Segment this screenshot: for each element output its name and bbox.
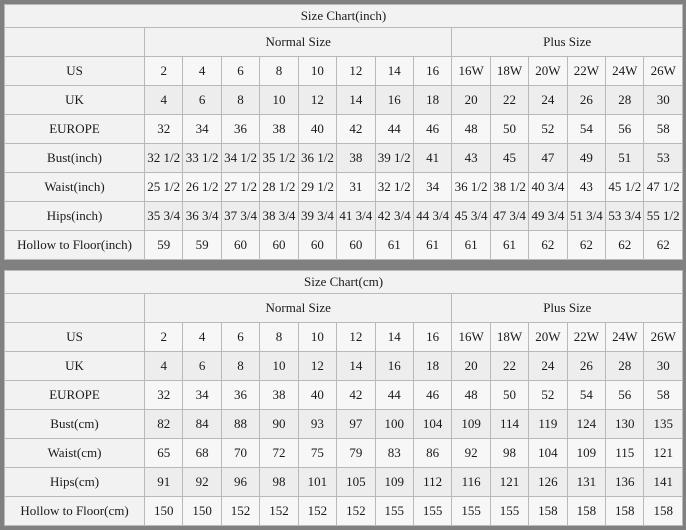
- corner-cell: [5, 294, 145, 323]
- table-cell: 53: [644, 144, 683, 173]
- table-cell: 86: [413, 439, 451, 468]
- table-cell: 34: [183, 381, 221, 410]
- table-cell: 22: [490, 352, 528, 381]
- table-cell: 116: [452, 468, 490, 497]
- table-cell: 90: [260, 410, 298, 439]
- table-cell: 26 1/2: [183, 173, 221, 202]
- row-label: US: [5, 57, 145, 86]
- table-cell: 61: [413, 231, 451, 260]
- table-cell: 40 3/4: [529, 173, 567, 202]
- table-row: [5, 115, 683, 144]
- table-cell: 16W: [452, 323, 490, 352]
- group-header-0: Normal Size: [145, 294, 452, 323]
- table-cell: 35 3/4: [145, 202, 183, 231]
- table-cell: 43: [567, 173, 605, 202]
- table-cell: 4: [145, 352, 183, 381]
- table-cell: 68: [183, 439, 221, 468]
- row-label: UK: [5, 352, 145, 381]
- table-cell: 37 3/4: [221, 202, 259, 231]
- table-row: [5, 173, 683, 202]
- row-label: Hips(cm): [5, 468, 145, 497]
- table-cell: 56: [606, 381, 644, 410]
- table-cell: 60: [221, 231, 259, 260]
- table-cell: 48: [452, 115, 490, 144]
- table-row: [5, 86, 683, 115]
- table-cell: 26: [567, 352, 605, 381]
- table-cell: 8: [260, 57, 298, 86]
- table-cell: 136: [606, 468, 644, 497]
- table-cell: 47 1/2: [644, 173, 683, 202]
- table-cell: 18W: [490, 323, 528, 352]
- table-cell: 54: [567, 115, 605, 144]
- table-cell: 105: [337, 468, 375, 497]
- size-table-inch: [4, 4, 683, 260]
- table-cell: 91: [145, 468, 183, 497]
- table-cell: 24: [529, 352, 567, 381]
- table-cell: 22W: [567, 57, 605, 86]
- table-cell: 124: [567, 410, 605, 439]
- table-cell: 35 1/2: [260, 144, 298, 173]
- table-cell: 104: [413, 410, 451, 439]
- table-cell: 6: [221, 323, 259, 352]
- table-cell: 45 1/2: [606, 173, 644, 202]
- table-cell: 16: [413, 323, 451, 352]
- table-cell: 92: [452, 439, 490, 468]
- table-cell: 84: [183, 410, 221, 439]
- table-cell: 42 3/4: [375, 202, 413, 231]
- row-label: Bust(cm): [5, 410, 145, 439]
- group-header-row: [5, 294, 683, 323]
- table-cell: 109: [375, 468, 413, 497]
- table-cell: 38 1/2: [490, 173, 528, 202]
- table-cell: 114: [490, 410, 528, 439]
- table-cell: 58: [644, 381, 683, 410]
- table-cell: 100: [375, 410, 413, 439]
- table-cell: 28: [606, 86, 644, 115]
- table-cell: 158: [606, 497, 644, 526]
- table-cell: 8: [221, 352, 259, 381]
- table-cell: 18: [413, 352, 451, 381]
- table-cell: 32 1/2: [145, 144, 183, 173]
- table-cell: 51 3/4: [567, 202, 605, 231]
- table-cell: 135: [644, 410, 683, 439]
- table-cell: 6: [221, 57, 259, 86]
- table-cell: 12: [337, 323, 375, 352]
- group-header-1: Plus Size: [452, 28, 683, 57]
- table-cell: 72: [260, 439, 298, 468]
- table-cell: 52: [529, 381, 567, 410]
- table-cell: 40: [298, 381, 336, 410]
- table-cell: 60: [260, 231, 298, 260]
- table-cell: 20W: [529, 323, 567, 352]
- table-cell: 83: [375, 439, 413, 468]
- table-cell: 61: [452, 231, 490, 260]
- table-cell: 44 3/4: [413, 202, 451, 231]
- table-cell: 39 3/4: [298, 202, 336, 231]
- table-row: [5, 323, 683, 352]
- table-cell: 25 1/2: [145, 173, 183, 202]
- table-cell: 14: [337, 352, 375, 381]
- table-cell: 24: [529, 86, 567, 115]
- group-header-1: Plus Size: [452, 294, 683, 323]
- table-cell: 8: [221, 86, 259, 115]
- table-cell: 30: [644, 352, 683, 381]
- table-cell: 150: [183, 497, 221, 526]
- table-cell: 30: [644, 86, 683, 115]
- table-cell: 20: [452, 352, 490, 381]
- table-cell: 109: [567, 439, 605, 468]
- table-cell: 16: [375, 86, 413, 115]
- table-cell: 38: [337, 144, 375, 173]
- table-cell: 79: [337, 439, 375, 468]
- table-cell: 121: [490, 468, 528, 497]
- table-cell: 56: [606, 115, 644, 144]
- row-label: Hollow to Floor(cm): [5, 497, 145, 526]
- table-cell: 47 3/4: [490, 202, 528, 231]
- table-cell: 8: [260, 323, 298, 352]
- table-cell: 92: [183, 468, 221, 497]
- table-cell: 115: [606, 439, 644, 468]
- table-cell: 4: [183, 57, 221, 86]
- row-label: EUROPE: [5, 381, 145, 410]
- group-header-row: [5, 28, 683, 57]
- table-cell: 16: [375, 352, 413, 381]
- table-cell: 36: [221, 115, 259, 144]
- size-chart-inch: [4, 4, 682, 260]
- table-cell: 18: [413, 86, 451, 115]
- table-cell: 2: [145, 57, 183, 86]
- row-label: Hips(inch): [5, 202, 145, 231]
- table-cell: 12: [298, 86, 336, 115]
- table-row: [5, 410, 683, 439]
- row-label: EUROPE: [5, 115, 145, 144]
- corner-cell: [5, 28, 145, 57]
- table-cell: 48: [452, 381, 490, 410]
- table-cell: 34 1/2: [221, 144, 259, 173]
- table-cell: 38 3/4: [260, 202, 298, 231]
- table-cell: 52: [529, 115, 567, 144]
- table-cell: 45: [490, 144, 528, 173]
- table-cell: 60: [337, 231, 375, 260]
- table-cell: 26: [567, 86, 605, 115]
- table-cell: 158: [644, 497, 683, 526]
- table-cell: 82: [145, 410, 183, 439]
- table-cell: 62: [529, 231, 567, 260]
- table-cell: 16: [413, 57, 451, 86]
- table-cell: 61: [375, 231, 413, 260]
- table-cell: 27 1/2: [221, 173, 259, 202]
- table-cell: 155: [413, 497, 451, 526]
- table-cell: 36 1/2: [452, 173, 490, 202]
- table-cell: 34: [183, 115, 221, 144]
- table-cell: 36: [221, 381, 259, 410]
- table-cell: 97: [337, 410, 375, 439]
- table-cell: 34: [413, 173, 451, 202]
- chart-title: Size Chart(inch): [5, 5, 683, 28]
- table-cell: 158: [567, 497, 605, 526]
- table-cell: 46: [413, 381, 451, 410]
- table-row: [5, 144, 683, 173]
- table-cell: 88: [221, 410, 259, 439]
- table-cell: 150: [145, 497, 183, 526]
- row-label: Hollow to Floor(inch): [5, 231, 145, 260]
- table-cell: 58: [644, 115, 683, 144]
- table-cell: 54: [567, 381, 605, 410]
- table-cell: 33 1/2: [183, 144, 221, 173]
- table-cell: 14: [375, 323, 413, 352]
- table-cell: 59: [145, 231, 183, 260]
- table-cell: 49 3/4: [529, 202, 567, 231]
- table-cell: 62: [644, 231, 683, 260]
- group-header-0: Normal Size: [145, 28, 452, 57]
- table-cell: 32: [145, 115, 183, 144]
- table-row: [5, 439, 683, 468]
- size-chart-cm: [4, 270, 682, 526]
- table-cell: 41 3/4: [337, 202, 375, 231]
- table-cell: 20W: [529, 57, 567, 86]
- table-cell: 36 1/2: [298, 144, 336, 173]
- table-cell: 28: [606, 352, 644, 381]
- table-cell: 44: [375, 115, 413, 144]
- table-cell: 22: [490, 86, 528, 115]
- table-cell: 112: [413, 468, 451, 497]
- table-cell: 130: [606, 410, 644, 439]
- table-cell: 46: [413, 115, 451, 144]
- table-cell: 75: [298, 439, 336, 468]
- table-cell: 93: [298, 410, 336, 439]
- table-cell: 26W: [644, 323, 683, 352]
- table-cell: 24W: [606, 57, 644, 86]
- row-label: US: [5, 323, 145, 352]
- table-cell: 119: [529, 410, 567, 439]
- table-cell: 20: [452, 86, 490, 115]
- title-row: [5, 271, 683, 294]
- table-cell: 10: [260, 86, 298, 115]
- table-cell: 152: [298, 497, 336, 526]
- table-cell: 38: [260, 115, 298, 144]
- table-cell: 62: [567, 231, 605, 260]
- table-cell: 38: [260, 381, 298, 410]
- table-cell: 4: [145, 86, 183, 115]
- table-cell: 43: [452, 144, 490, 173]
- chart-title: Size Chart(cm): [5, 271, 683, 294]
- table-cell: 155: [490, 497, 528, 526]
- title-row: [5, 5, 683, 28]
- table-cell: 42: [337, 115, 375, 144]
- table-cell: 155: [375, 497, 413, 526]
- table-cell: 6: [183, 352, 221, 381]
- table-cell: 65: [145, 439, 183, 468]
- table-cell: 39 1/2: [375, 144, 413, 173]
- table-cell: 42: [337, 381, 375, 410]
- table-cell: 44: [375, 381, 413, 410]
- table-cell: 10: [298, 57, 336, 86]
- table-cell: 152: [260, 497, 298, 526]
- table-cell: 152: [337, 497, 375, 526]
- table-cell: 2: [145, 323, 183, 352]
- table-cell: 61: [490, 231, 528, 260]
- size-table-cm: [4, 270, 683, 526]
- row-label: Waist(cm): [5, 439, 145, 468]
- table-row: [5, 352, 683, 381]
- table-row: [5, 57, 683, 86]
- table-cell: 14: [337, 86, 375, 115]
- table-cell: 121: [644, 439, 683, 468]
- table-cell: 12: [298, 352, 336, 381]
- table-cell: 59: [183, 231, 221, 260]
- table-cell: 10: [260, 352, 298, 381]
- table-cell: 16W: [452, 57, 490, 86]
- table-cell: 50: [490, 381, 528, 410]
- table-cell: 31: [337, 173, 375, 202]
- table-cell: 47: [529, 144, 567, 173]
- table-cell: 41: [413, 144, 451, 173]
- table-cell: 60: [298, 231, 336, 260]
- table-row: [5, 381, 683, 410]
- table-cell: 40: [298, 115, 336, 144]
- table-cell: 36 3/4: [183, 202, 221, 231]
- table-cell: 28 1/2: [260, 173, 298, 202]
- table-cell: 10: [298, 323, 336, 352]
- table-cell: 26W: [644, 57, 683, 86]
- row-label: Waist(inch): [5, 173, 145, 202]
- table-cell: 18W: [490, 57, 528, 86]
- table-cell: 4: [183, 323, 221, 352]
- table-cell: 6: [183, 86, 221, 115]
- table-row: [5, 497, 683, 526]
- table-cell: 51: [606, 144, 644, 173]
- table-cell: 24W: [606, 323, 644, 352]
- table-cell: 98: [490, 439, 528, 468]
- row-label: UK: [5, 86, 145, 115]
- table-cell: 109: [452, 410, 490, 439]
- table-cell: 158: [529, 497, 567, 526]
- table-cell: 98: [260, 468, 298, 497]
- table-cell: 14: [375, 57, 413, 86]
- table-cell: 62: [606, 231, 644, 260]
- table-cell: 96: [221, 468, 259, 497]
- table-cell: 32: [145, 381, 183, 410]
- table-cell: 131: [567, 468, 605, 497]
- table-cell: 50: [490, 115, 528, 144]
- table-cell: 12: [337, 57, 375, 86]
- table-row: [5, 231, 683, 260]
- table-cell: 101: [298, 468, 336, 497]
- table-cell: 29 1/2: [298, 173, 336, 202]
- table-cell: 49: [567, 144, 605, 173]
- table-cell: 70: [221, 439, 259, 468]
- table-cell: 152: [221, 497, 259, 526]
- row-label: Bust(inch): [5, 144, 145, 173]
- table-cell: 22W: [567, 323, 605, 352]
- table-cell: 104: [529, 439, 567, 468]
- table-cell: 141: [644, 468, 683, 497]
- table-row: [5, 468, 683, 497]
- table-row: [5, 202, 683, 231]
- table-cell: 126: [529, 468, 567, 497]
- table-cell: 32 1/2: [375, 173, 413, 202]
- table-cell: 53 3/4: [606, 202, 644, 231]
- table-cell: 155: [452, 497, 490, 526]
- table-cell: 55 1/2: [644, 202, 683, 231]
- table-cell: 45 3/4: [452, 202, 490, 231]
